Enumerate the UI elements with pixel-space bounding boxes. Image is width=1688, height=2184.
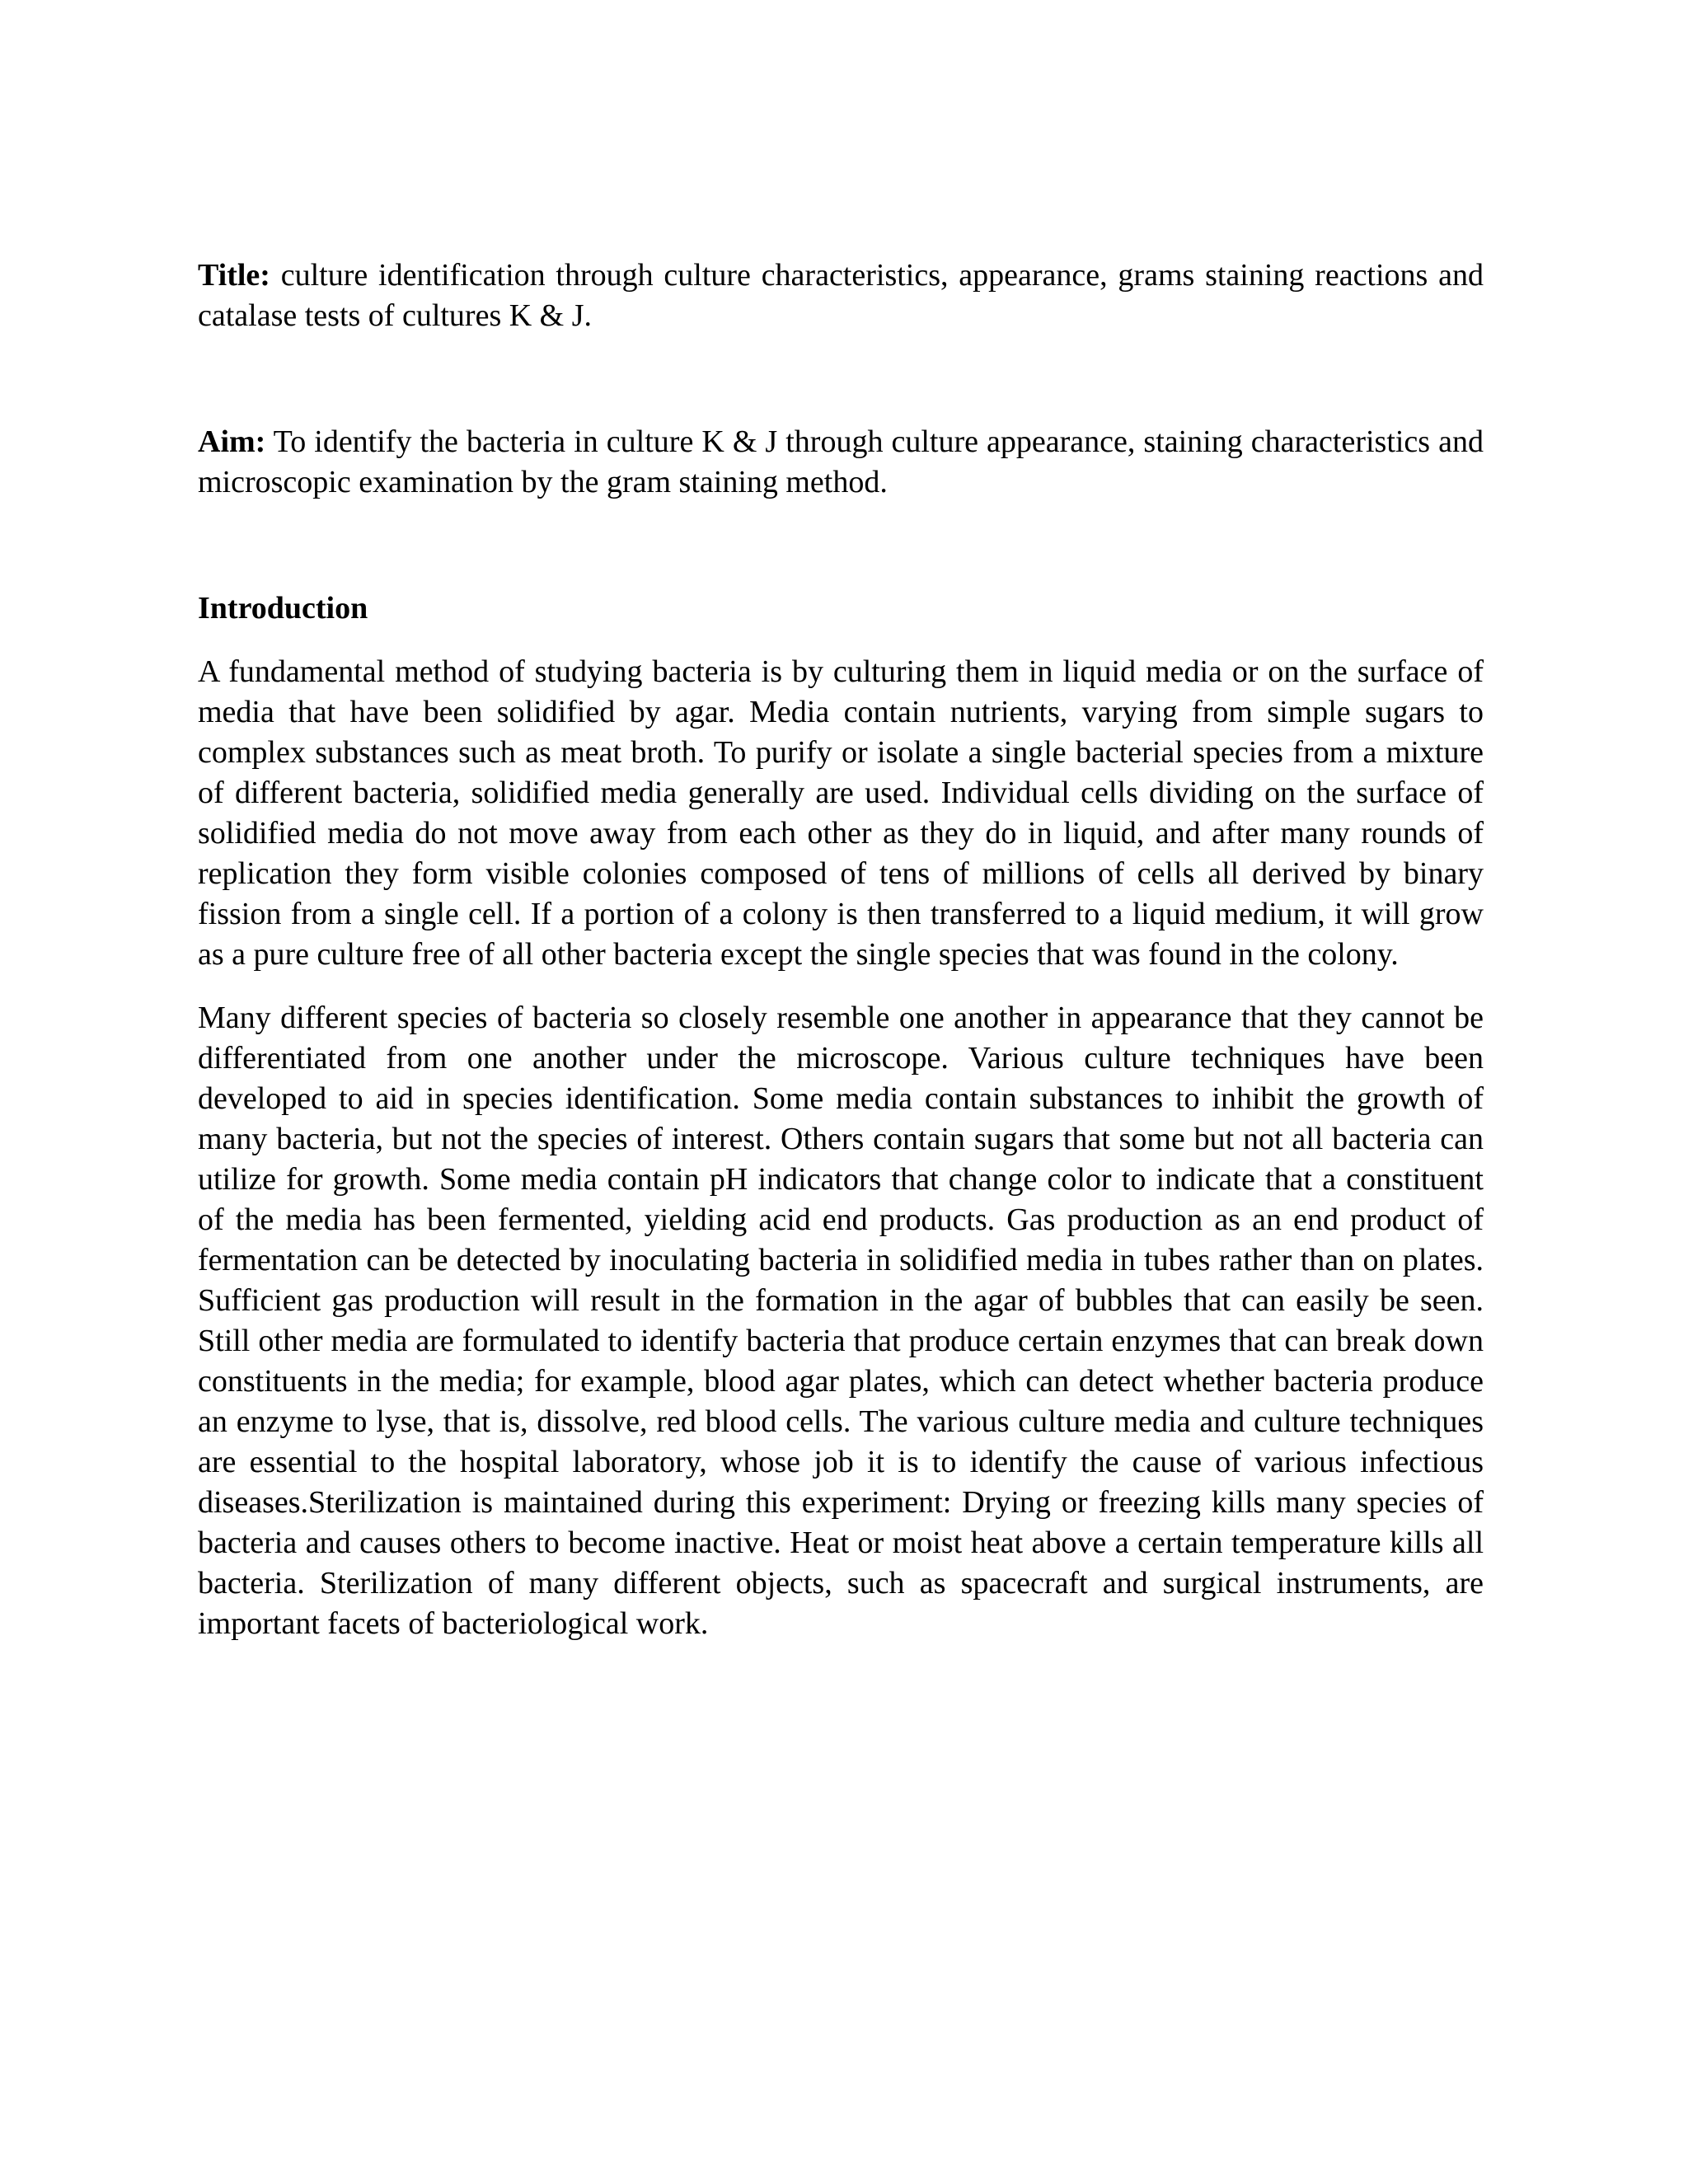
- aim-text: To identify the bacteria in culture K & J through culture appearance, staining characteristics and microscopic examination by the gram staining method.: [198, 424, 1484, 499]
- aim-paragraph: [198, 422, 1484, 503]
- title-paragraph: [198, 255, 1484, 336]
- aim-label: Aim:: [198, 424, 266, 459]
- title-text: culture identification through culture characteristics, appearance, grams staining reactions and catalase tests of cultures K & J.: [198, 258, 1484, 333]
- introduction-paragraph-2: Many different species of bacteria so closely resemble one another in appearance that they cannot be differentiated from one another under the microscope. Various culture techniques have been developed to aid in species identification. Some media contain substances to inhibit the growth of many bacteria, but not the species of interest. Others contain sugars that some but not all bacteria can utilize for growth. Some media contain pH indicators that change color to indicate that a constituent of the media has been fermented, yielding acid end products. Gas production as an end product of fermentation can be detected by inoculating bacteria in solidified media in tubes rather than on plates. Sufficient gas production will result in the formation in the agar of bubbles that can easily be seen. Still other media are formulated to identify bacteria that produce certain enzymes that can break down constituents in the media; for example, blood agar plates, which can detect whether bacteria produce an enzyme to lyse, that is, dissolve, red blood cells. The various culture media and culture techniques are essential to the hospital laboratory, whose job it is to identify the cause of various infectious diseases.Sterilization is maintained during this experiment: Drying or freezing kills many species of bacteria and causes others to become inactive. Heat or moist heat above a certain temperature kills all bacteria. Sterilization of many different objects, such as spacecraft and surgical instruments, are important facets of bacteriological work.: [198, 1001, 1484, 1641]
- document-body: [198, 255, 1484, 1644]
- introduction-paragraph-1: A fundamental method of studying bacteria is by culturing them in liquid media or on the surface of media that have been solidified by agar. Media contain nutrients, varying from simple sugars to complex substances such as meat broth. To purify or isolate a single bacterial species from a mixture of different bacteria, solidified media generally are used. Individual cells dividing on the surface of solidified media do not move away from each other as they do in liquid, and after many rounds of replication they form visible colonies composed of tens of millions of cells all derived by binary fission from a single cell. If a portion of a colony is then transferred to a liquid medium, it will grow as a pure culture free of all other bacteria except the single species that was found in the colony.: [198, 654, 1484, 972]
- title-label: Title:: [198, 258, 270, 293]
- introduction-heading: Introduction: [198, 591, 368, 626]
